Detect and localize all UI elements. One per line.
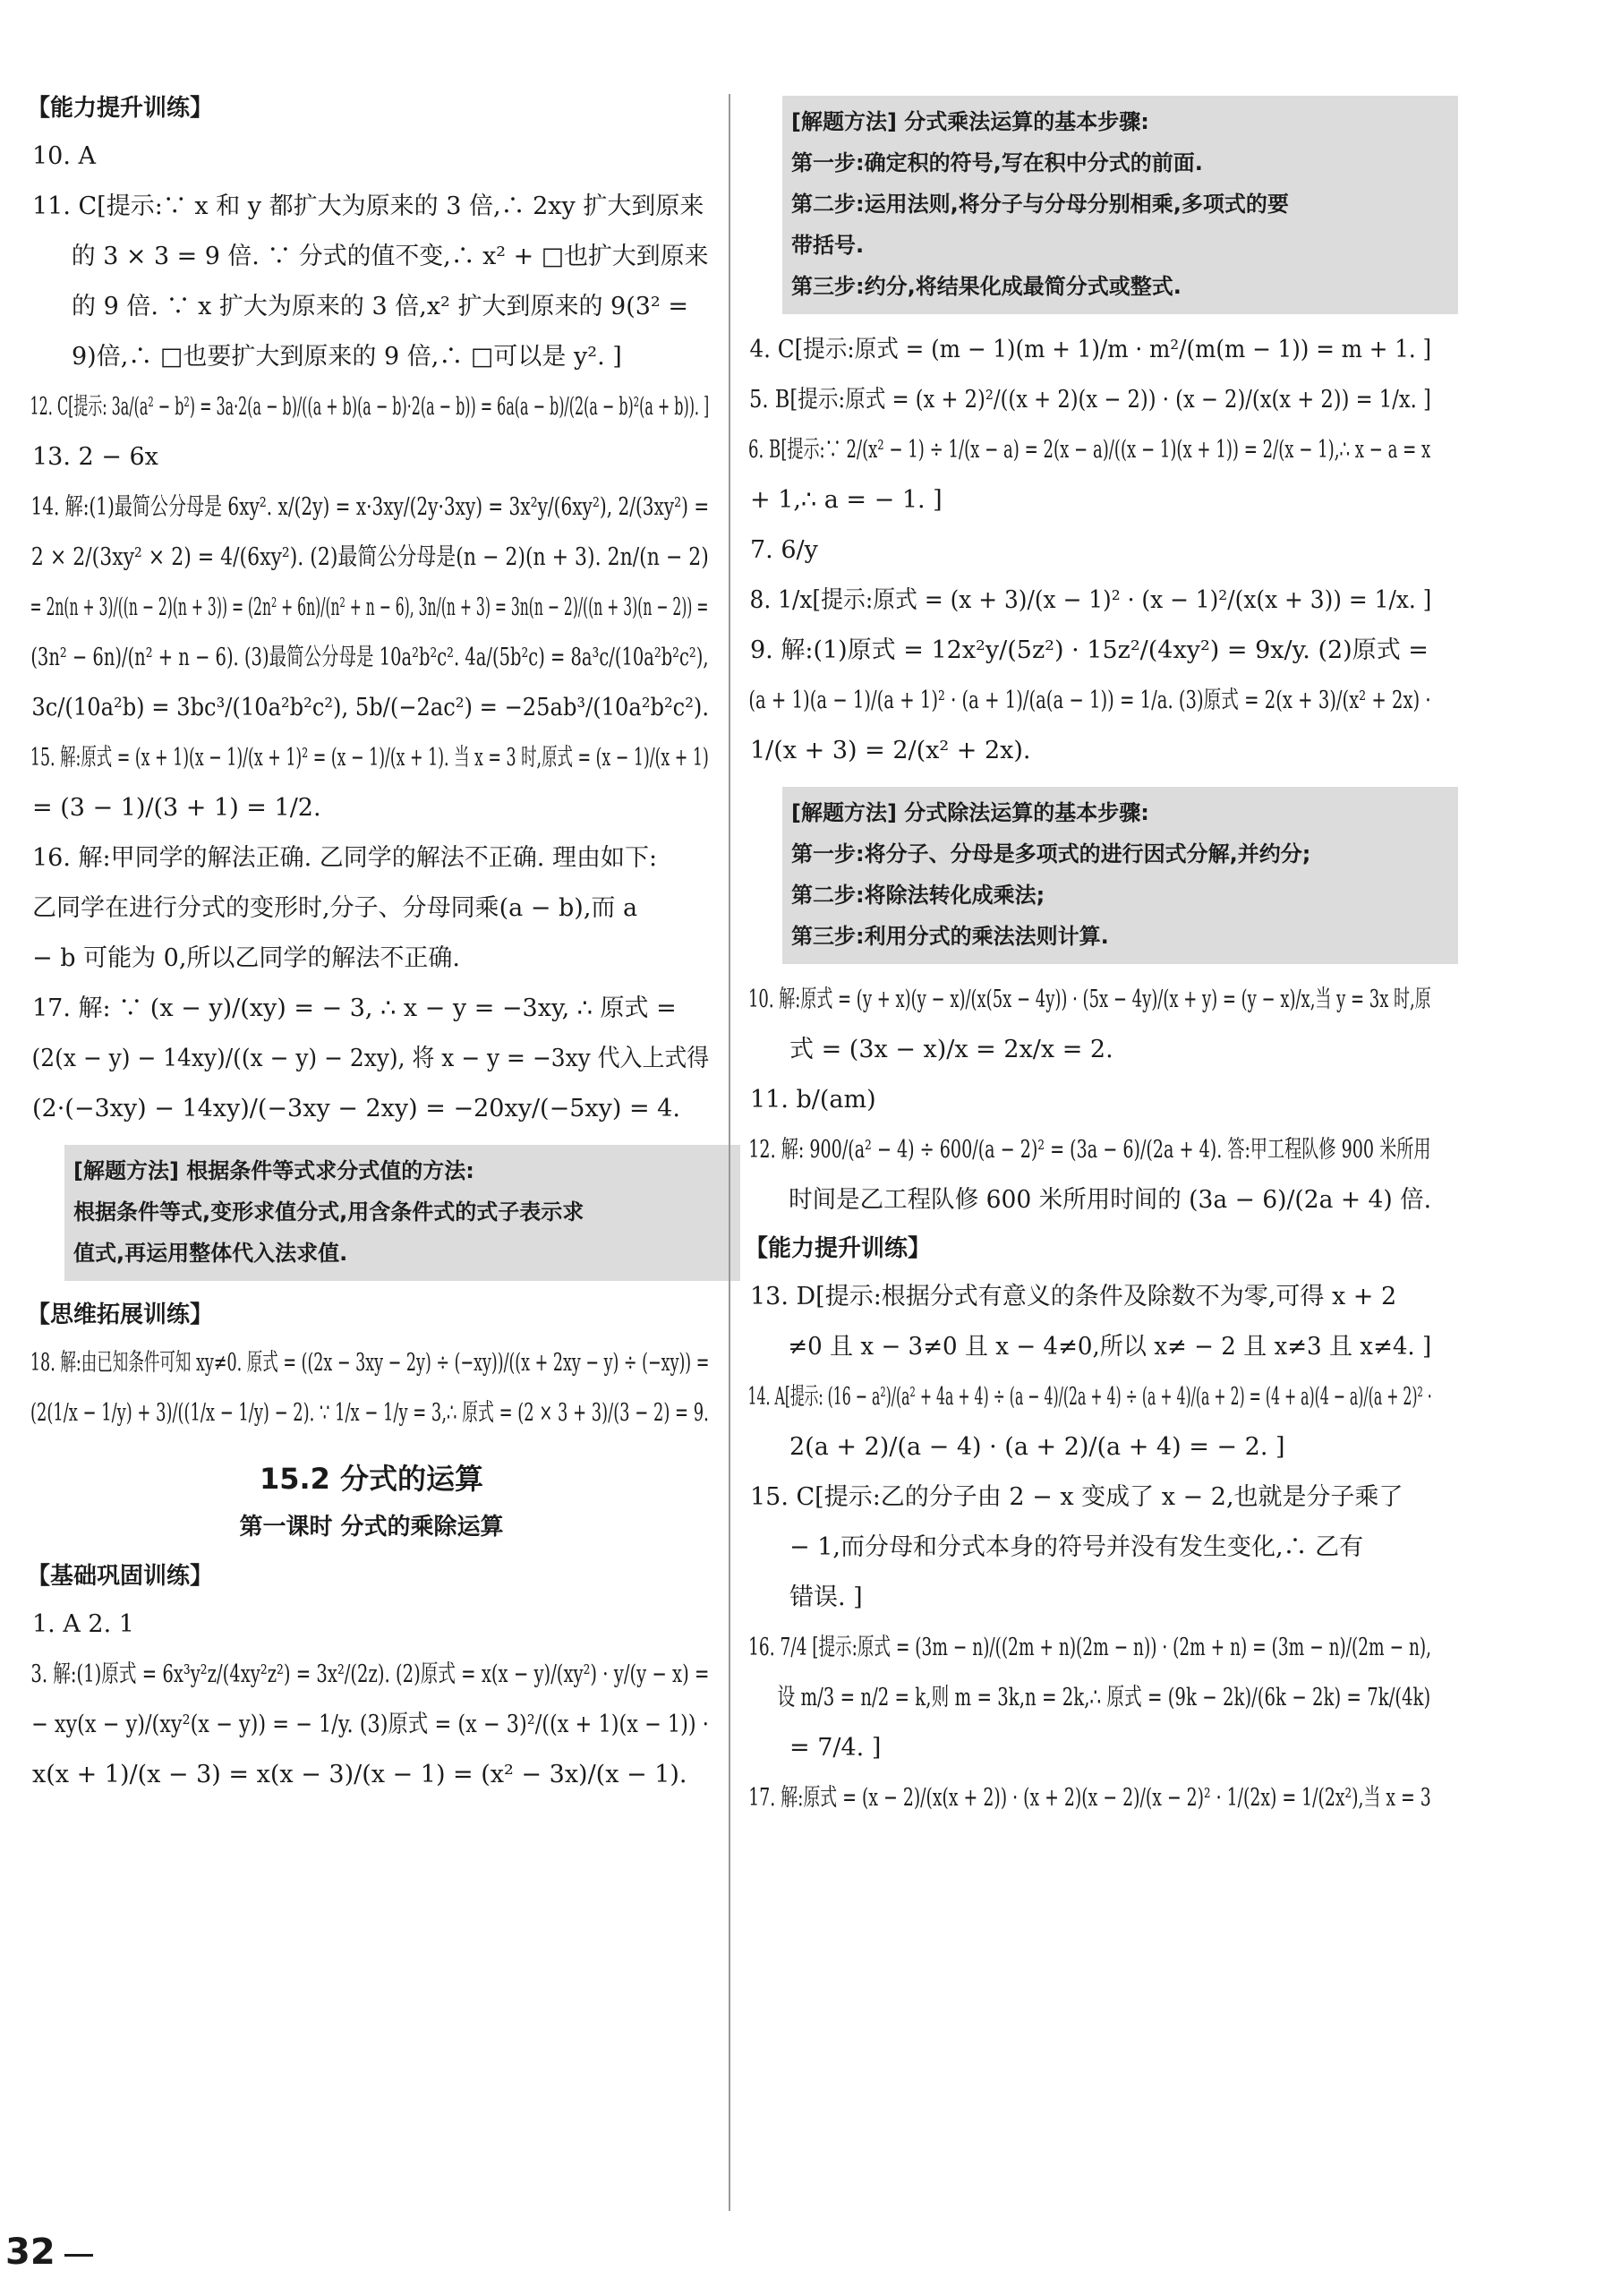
answer-line: − 1,而分母和分式本身的符号并没有发生变化,∴ 乙有 <box>789 1533 1364 1561</box>
answer-line: 乙同学在进行分式的变形时,分子、分母同乘(a − b),而 a <box>32 894 638 922</box>
answer-line: 10. A <box>32 142 97 170</box>
method-line: 第三步:约分,将结果化成最简分式或整式. <box>791 274 1182 299</box>
method-line: [解题方法] 分式乘法运算的基本步骤: <box>791 109 1149 134</box>
answer-line: 13. 2 − 6x <box>32 443 158 471</box>
answer-line: (3n² − 6n)/(n² + n − 6). (3)最简公分母是 10a²b²c². 4a/(5b²c) = 8a³c/(10a²b²c²), <box>30 644 709 671</box>
method-line: 值式,再运用整体代入法求值. <box>73 1241 348 1266</box>
answer-line: 14. 解:(1)最简公分母是 6xy². x/(2y) = x·3xy/(2y·3xy) = 3x²y/(6xy²), 2/(3xy²) = <box>30 493 710 521</box>
answer-line: 2 × 2/(3xy² × 2) = 4/(6xy²). (2)最简公分母是(n − 2)(n + 3). 2n/(n − 2) <box>30 543 709 571</box>
answer-line: − xy(x − y)/(xy²(x − y)) = − 1/y. (3)原式 = (x − 3)²/((x + 1)(x − 1)) · <box>30 1711 709 1738</box>
section-title: 15.2 分式的运算 <box>259 1462 484 1496</box>
answer-line: 3c/(10a²b) = 3bc³/(10a²b²c²), 5b/(−2ac²) = −25ab³/(10a²b²c²). <box>31 694 710 721</box>
answer-line: 17. 解:原式 = (x − 2)/(x(x + 2)) · (x + 2)(x − 2)/(x − 2)² · 1/(2x) = 1/(2x²),当 x = 3 <box>748 1784 1431 1812</box>
answer-line: 16. 7/4 [提示:原式 = (3m − n)/((2m + n)(2m − n)) · (2m + n) = (3m − n)/(2m − n), <box>748 1634 1432 1661</box>
answer-line: 10. 解:原式 = (y + x)(y − x)/(x(5x − 4y)) · (5x − 4y)/(x + y) = (y − x)/x,当 y = 3x 时,原 <box>747 986 1431 1013</box>
answer-line: 1. A 2. 1 <box>32 1610 134 1638</box>
answer-line: 1/(x + 3) = 2/(x² + 2x). <box>750 737 1031 764</box>
section-heading: 【基础巩固训练】 <box>27 1563 214 1590</box>
answer-line: 式 = (3x − x)/x = 2x/x = 2. <box>789 1036 1113 1063</box>
section-heading: 【能力提升训练】 <box>745 1235 932 1262</box>
solution-method-box <box>782 96 1458 314</box>
page-number: 32 <box>5 2232 55 2273</box>
method-line: [解题方法] 分式除法运算的基本步骤: <box>791 800 1149 825</box>
answer-line: 16. 解:甲同学的解法正确. 乙同学的解法不正确. 理由如下: <box>32 844 658 872</box>
right-column <box>745 85 1438 2220</box>
answer-line: + 1,∴ a = − 1. ] <box>750 486 943 514</box>
column-divider <box>729 94 730 2211</box>
answer-line: 7. 6/y <box>750 536 818 564</box>
answer-line: 18. 解:由已知条件可知 xy≠0. 原式 = ((2x − 3xy − 2y) ÷ (−xy))/((x + 2xy − y) ÷ (−xy)) = <box>30 1349 710 1377</box>
answer-line: 17. 解: ∵ (x − y)/(xy) = − 3, ∴ x − y = −3xy, ∴ 原式 = <box>32 994 677 1022</box>
answer-line: = 7/4. ] <box>789 1734 882 1762</box>
answer-line: 错误. ] <box>789 1583 863 1611</box>
section-heading: 【能力提升训练】 <box>27 95 214 122</box>
solution-method-box <box>64 1145 740 1281</box>
section-heading: 【思维拓展训练】 <box>27 1302 214 1328</box>
solution-method-box <box>782 787 1458 964</box>
answer-line: 12. 解: 900/(a² − 4) ÷ 600/(a − 2)² = (3a − 6)/(2a + 4). 答:甲工程队修 900 米所用 <box>748 1136 1431 1164</box>
answer-line: 的 3 × 3 = 9 倍. ∵ 分式的值不变,∴ x² + □也扩大到原来 <box>71 243 709 270</box>
answer-line: 5. B[提示:原式 = (x + 2)²/((x + 2)(x − 2)) · (x − 2)/(x(x + 2)) = 1/x. ] <box>749 386 1431 414</box>
method-line: 第二步:将除法转化成乘法; <box>791 883 1045 908</box>
answer-line: 6. B[提示:∵ 2/(x² − 1) ÷ 1/(x − a) = 2(x − a)/((x − 1)(x + 1)) = 2/(x − 1),∴ x − a = x <box>748 436 1431 464</box>
answer-line: 13. D[提示:根据分式有意义的条件及除数不为零,可得 x + 2 <box>750 1283 1397 1310</box>
answer-line: 15. C[提示:乙的分子由 2 − x 变成了 x − 2,也就是分子乘了 <box>750 1483 1403 1511</box>
answer-line: 设 m/3 = n/2 = k,则 m = 3k,n = 2k,∴ 原式 = (9k − 2k)/(6k − 2k) = 7k/(4k) <box>777 1684 1431 1711</box>
answer-line: = (3 − 1)/(3 + 1) = 1/2. <box>32 794 321 822</box>
page-number-dash <box>64 2254 93 2257</box>
answer-line: 4. C[提示:原式 = (m − 1)(m + 1)/m · m²/(m(m − 1)) = m + 1. ] <box>749 336 1432 363</box>
method-line: 第一步:将分子、分母是多项式的进行因式分解,并约分; <box>791 841 1311 866</box>
method-line: 第一步:确定积的符号,写在积中分式的前面. <box>791 150 1203 175</box>
answer-line: 15. 解:原式 = (x + 1)(x − 1)/(x + 1)² = (x − 1)/(x + 1). 当 x = 3 时,原式 = (x − 1)/(x + 1) <box>30 744 709 772</box>
method-line: 根据条件等式,变形求值分式,用含条件式的式子表示求 <box>73 1199 584 1225</box>
method-line: 第二步:运用法则,将分子与分母分别相乘,多项式的要 <box>791 192 1289 217</box>
method-line: 带括号. <box>791 233 865 258</box>
answer-line: (2(1/x − 1/y) + 3)/((1/x − 1/y) − 2). ∵ 1/x − 1/y = 3,∴ 原式 = (2 × 3 + 3)/(3 − 2) = 9. <box>30 1399 709 1427</box>
answer-line: x(x + 1)/(x − 3) = x(x − 3)/(x − 1) = (x² − 3x)/(x − 1). <box>32 1761 687 1788</box>
answer-line: 时间是乙工程队修 600 米所用时间的 (3a − 6)/(2a + 4) 倍. <box>789 1186 1432 1214</box>
method-line: [解题方法] 根据条件等式求分式值的方法: <box>73 1158 474 1183</box>
answer-line: = 2n(n + 3)/((n − 2)(n + 3)) = (2n² + 6n)/(n² + n − 6), 3n/(n + 3) = 3n(n − 2)/((n + 3)(n − 2)) = <box>30 593 709 621</box>
answer-line: 3. 解:(1)原式 = 6x³y²z/(4xy²z²) = 3x²/(2z). (2)原式 = x(x − y)/(xy²) · y/(y − x) = <box>30 1660 710 1688</box>
answer-line: 2(a + 2)/(a − 4) · (a + 2)/(a + 4) = − 2. ] <box>789 1433 1285 1461</box>
answer-line: (a + 1)(a − 1)/(a + 1)² · (a + 1)/(a(a − 1)) = 1/a. (3)原式 = 2(x + 3)/(x² + 2x) · <box>748 687 1431 714</box>
answer-line: ≠0 且 x − 3≠0 且 x − 4≠0,所以 x≠ − 2 且 x≠3 且 x≠4. ] <box>788 1333 1432 1361</box>
answer-line: − b 可能为 0,所以乙同学的解法不正确. <box>32 944 460 972</box>
left-column <box>27 85 716 2220</box>
method-line: 第三步:利用分式的乘法法则计算. <box>791 924 1109 949</box>
answer-line: 11. b/(am) <box>750 1086 876 1114</box>
answer-line: 11. C[提示:∵ x 和 y 都扩大为原来的 3 倍,∴ 2xy 扩大到原来 <box>32 192 704 220</box>
answer-line: 9)倍,∴ □也要扩大到原来的 9 倍,∴ □可以是 y². ] <box>72 343 622 371</box>
answer-line: 14. A[提示: (16 − a²)/(a² + 4a + 4) ÷ (a − 4)/(2a + 4) ÷ (a + 4)/(a + 2) = (4 + a)(4 − a)/(a + 2)² · <box>747 1383 1432 1411</box>
answer-line: 12. C[提示: 3a/(a² − b²) = 3a·2(a − b)/((a + b)(a − b)·2(a − b)) = 6a(a − b)/(2(a − b)²(a + b)). ] <box>30 393 710 421</box>
answer-line: 9. 解:(1)原式 = 12x²y/(5z²) · 15z²/(4xy²) = 9x/y. (2)原式 = <box>750 636 1429 664</box>
answer-line: (2(x − y) − 14xy)/((x − y) − 2xy), 将 x − y = −3xy 代入上式得 <box>31 1045 710 1072</box>
answer-line: 的 9 倍. ∵ x 扩大为原来的 3 倍,x² 扩大到原来的 9(3² = <box>72 293 688 320</box>
lesson-title: 第一课时 分式的乘除运算 <box>239 1514 504 1541</box>
answer-line: (2·(−3xy) − 14xy)/(−3xy − 2xy) = −20xy/(−5xy) = 4. <box>32 1095 680 1122</box>
answer-line: 8. 1/x[提示:原式 = (x + 3)/(x − 1)² · (x − 1)²/(x(x + 3)) = 1/x. ] <box>749 586 1432 614</box>
